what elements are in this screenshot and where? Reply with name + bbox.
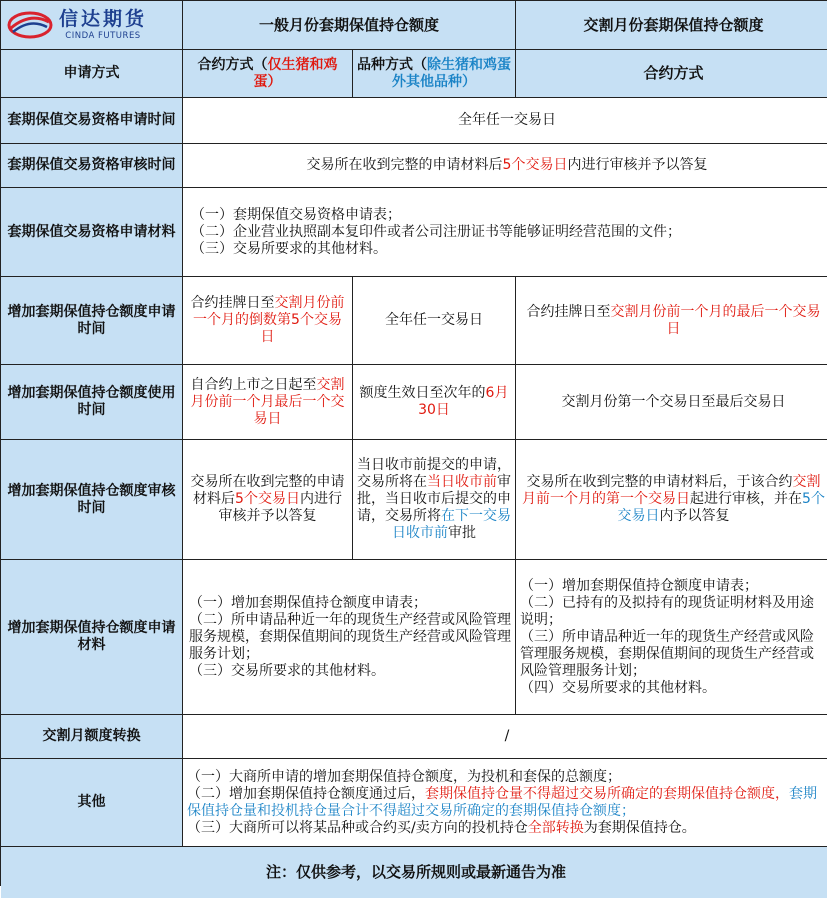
label-qual-materials: 套期保值交易资格申请材料 <box>1 188 182 276</box>
list-item: （三）所申请品种近一年的现货生产经营或风险管理服务规模，套期保值期间的现货生产经营或风险管理服务计划； <box>520 628 814 679</box>
add-time-contract: 合约挂牌日至交割月份前一个月的倒数第5个交易日 <box>183 277 352 364</box>
footer-note: 注：仅供参考，以交易所规则或最新通告为准 <box>1 847 827 898</box>
add-materials-general <box>183 560 515 714</box>
label-other: 其他 <box>1 759 182 846</box>
header-delivery: 交割月份套期保值持仓额度 <box>516 1 827 49</box>
other-line-1: （一）大商所申请的增加套期保值持仓额度，为投机和套保的总额度； <box>187 768 621 785</box>
list-item: （一）增加套期保值持仓额度申请表； <box>189 594 427 611</box>
method-contract: 合约方式（仅生猪和鸡蛋） <box>183 50 352 97</box>
label-qual-time: 套期保值交易资格申请时间 <box>1 98 182 143</box>
label-convert: 交割月额度转换 <box>1 715 182 758</box>
label-add-use: 增加套期保值持仓额度使用时间 <box>1 365 182 439</box>
label-add-time: 增加套期保值持仓额度申请时间 <box>1 277 182 364</box>
logo <box>1 1 182 49</box>
label-qual-review: 套期保值交易资格审核时间 <box>1 144 182 187</box>
other-line-3: （三）大商所可以将某品种或合约买/卖方向的投机持仓全部转换为套期保值持仓。 <box>187 819 696 836</box>
other-value <box>183 759 827 846</box>
list-item: （一）套期保值交易资格申请表； <box>191 206 401 223</box>
list-item: （二）已持有的及拟持有的现货证明材料及用途说明； <box>520 594 814 628</box>
list-item: （二）所申请品种近一年的现货生产经营或风险管理服务规模，套期保值期间的现货生产经营或风险管理服务计划； <box>189 611 511 662</box>
list-item: （四）交易所要求的其他材料。 <box>520 679 716 696</box>
logo-en-text: CINDA FUTURES <box>65 30 141 41</box>
add-use-delivery: 交割月份第一个交易日至最后交易日 <box>516 365 827 439</box>
list-item: （三）交易所要求的其他材料。 <box>191 240 387 257</box>
convert-value: / <box>183 715 827 758</box>
header-general: 一般月份套期保值持仓额度 <box>183 1 515 49</box>
qual-time-value: 全年任一交易日 <box>183 98 827 143</box>
list-item: （一）增加套期保值持仓额度申请表； <box>520 577 758 594</box>
qual-review-value: 交易所在收到完整的申请材料后5个交易日内进行审核并予以答复 <box>183 144 827 187</box>
logo-cn-text: 信达期货 <box>59 7 148 30</box>
qual-materials-value <box>183 188 827 276</box>
other-line-2: （二）增加套期保值持仓额度通过后，套期保值持仓量不得超过交易所确定的套期保值持仓额度，套期保值持仓量和投机持仓量合计不得超过交易所确定的套期保值持仓额度； <box>187 785 817 819</box>
method-delivery: 合约方式 <box>516 50 827 97</box>
list-item: （二）企业营业执照副本复印件或者公司注册证书等能够证明经营范围的文件； <box>191 223 681 240</box>
cinda-logo-icon <box>7 10 53 40</box>
add-time-variety: 全年任一交易日 <box>353 277 515 364</box>
add-review-variety: 当日收市前提交的申请，交易所将在当日收市前审批，当日收市后提交的申请，交易所将在下一交易日收市前审批 <box>353 440 515 559</box>
add-review-contract: 交易所在收到完整的申请材料后5个交易日内进行审核并予以答复 <box>183 440 352 559</box>
add-use-variety: 额度生效日至次年的6月30日 <box>353 365 515 439</box>
add-use-contract: 自合约上市之日起至交割月份前一个月最后一个交易日 <box>183 365 352 439</box>
method-variety: 品种方式（除生猪和鸡蛋外其他品种） <box>353 50 515 97</box>
add-time-delivery: 合约挂牌日至交割月份前一个月的最后一个交易日 <box>516 277 827 364</box>
label-add-review: 增加套期保值持仓额度审核时间 <box>1 440 182 559</box>
label-add-materials: 增加套期保值持仓额度申请材料 <box>1 560 182 714</box>
label-method: 申请方式 <box>1 50 182 97</box>
add-review-delivery: 交易所在收到完整的申请材料后，于该合约交割月前一个月的第一个交易日起进行审核，并在5个交易日内予以答复 <box>516 440 827 559</box>
list-item: （三）交易所要求的其他材料。 <box>189 662 385 679</box>
add-materials-delivery <box>516 560 827 714</box>
